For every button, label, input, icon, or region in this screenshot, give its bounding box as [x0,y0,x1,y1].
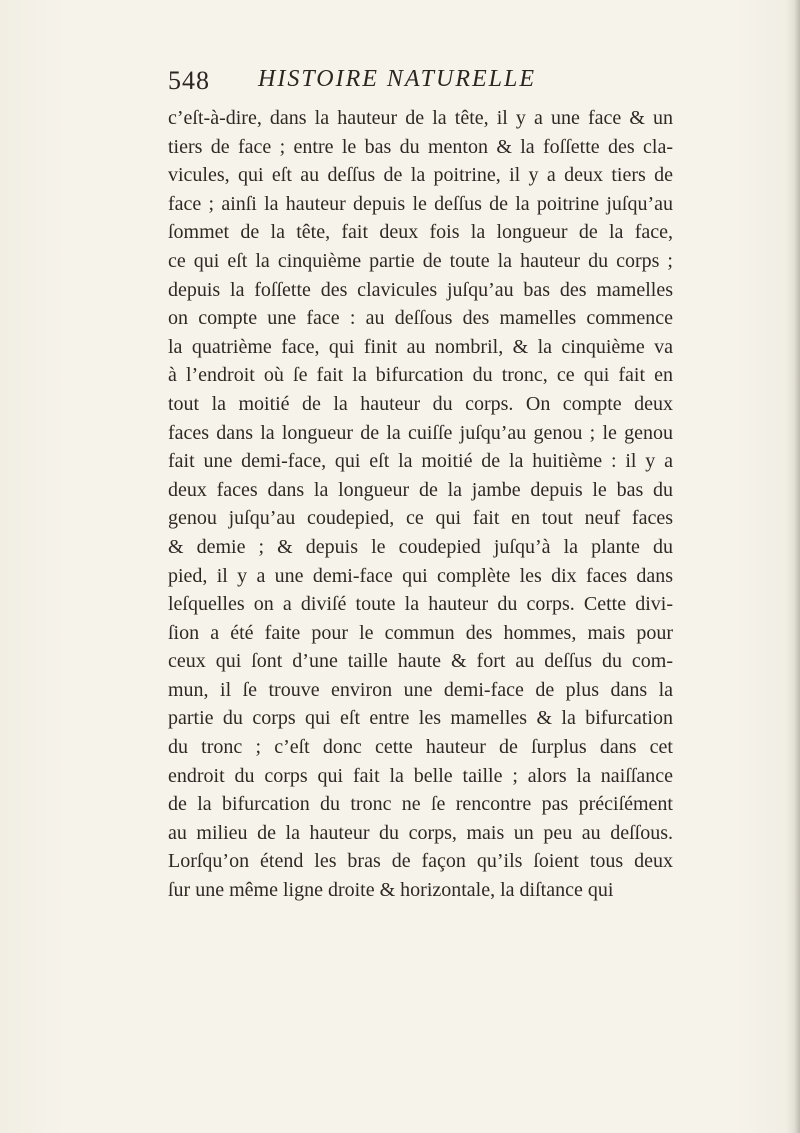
text-line: vicules, qui eſt au deſſus de la poitrine, il y a deux tiers de [168,164,673,187]
text-line: de la bifurcation du tronc ne ſe rencontre pas préciſément [168,793,673,816]
text-line: tout la moitié de la hauteur du corps. On compte deux [168,392,673,415]
text-line: fait une demi-face, qui eſt la moitié de la huitième : il y a [168,450,673,473]
text-line: on compte une face : au deſſous des mamelles commence [168,307,673,330]
text-line: mun, il ſe trouve environ une demi-face de plus dans la [168,678,673,701]
text-line: leſquelles on a diviſé toute la hauteur du corps. Cette divi- [168,593,673,616]
text-line: partie du corps qui eſt entre les mamelles & la bifurcation [168,707,673,730]
page-number: 548 [168,66,210,95]
text-line: au milieu de la hauteur du corps, mais un peu au deſſous. [168,821,673,844]
text-line: ſur une même ligne droite & horizontale, la diſtance qui [168,879,614,902]
text-line: deux faces dans la longueur de la jambe depuis le bas du [168,478,673,501]
text-line: ſommet de la tête, fait deux fois la longueur de la face, [168,221,673,244]
text-line: à l’endroit où ſe fait la bifurcation du tronc, ce qui fait en [168,364,673,387]
text-line: face ; ainſi la hauteur depuis le deſſus de la poitrine juſqu’au [168,192,673,215]
text-line: endroit du corps qui fait la belle taille ; alors la naiſſance [168,764,673,787]
text-line: du tronc ; c’eſt donc cette hauteur de ſurplus dans cet [168,736,673,759]
text-line: faces dans la longueur de la cuiſſe juſqu’au genou ; le genou [168,421,673,444]
text-line: ce qui eſt la cinquième partie de toute la hauteur du corps ; [168,249,673,272]
text-line: & demie ; & depuis le coudepied juſqu’à la plante du [168,535,673,558]
text-line: la quatrième face, qui finit au nombril, & la cinquième va [168,335,673,358]
page-edge-shadow [786,0,800,1133]
body-text [168,104,673,905]
running-title: HISTOIRE NATURELLE [258,66,537,92]
text-line: Lorſqu’on étend les bras de façon qu’ils ſoient tous deux [168,850,673,873]
text-line: pied, il y a une demi-face qui complète les dix faces dans [168,564,673,587]
text-line: tiers de face ; entre le bas du menton & la foſſette des cla- [168,135,673,158]
page-header [168,66,688,102]
text-line: c’eſt-à-dire, dans la hauteur de la tête, il y a une face & un [168,107,673,129]
text-line: genou juſqu’au coudepied, ce qui fait en tout neuf faces [168,507,673,530]
text-line: ſion a été faite pour le commun des hommes, mais pour [168,621,673,644]
text-line: ceux qui ſont d’une taille haute & fort au deſſus du com- [168,650,673,673]
text-line: depuis la foſſette des clavicules juſqu’au bas des mamelles [168,278,673,301]
